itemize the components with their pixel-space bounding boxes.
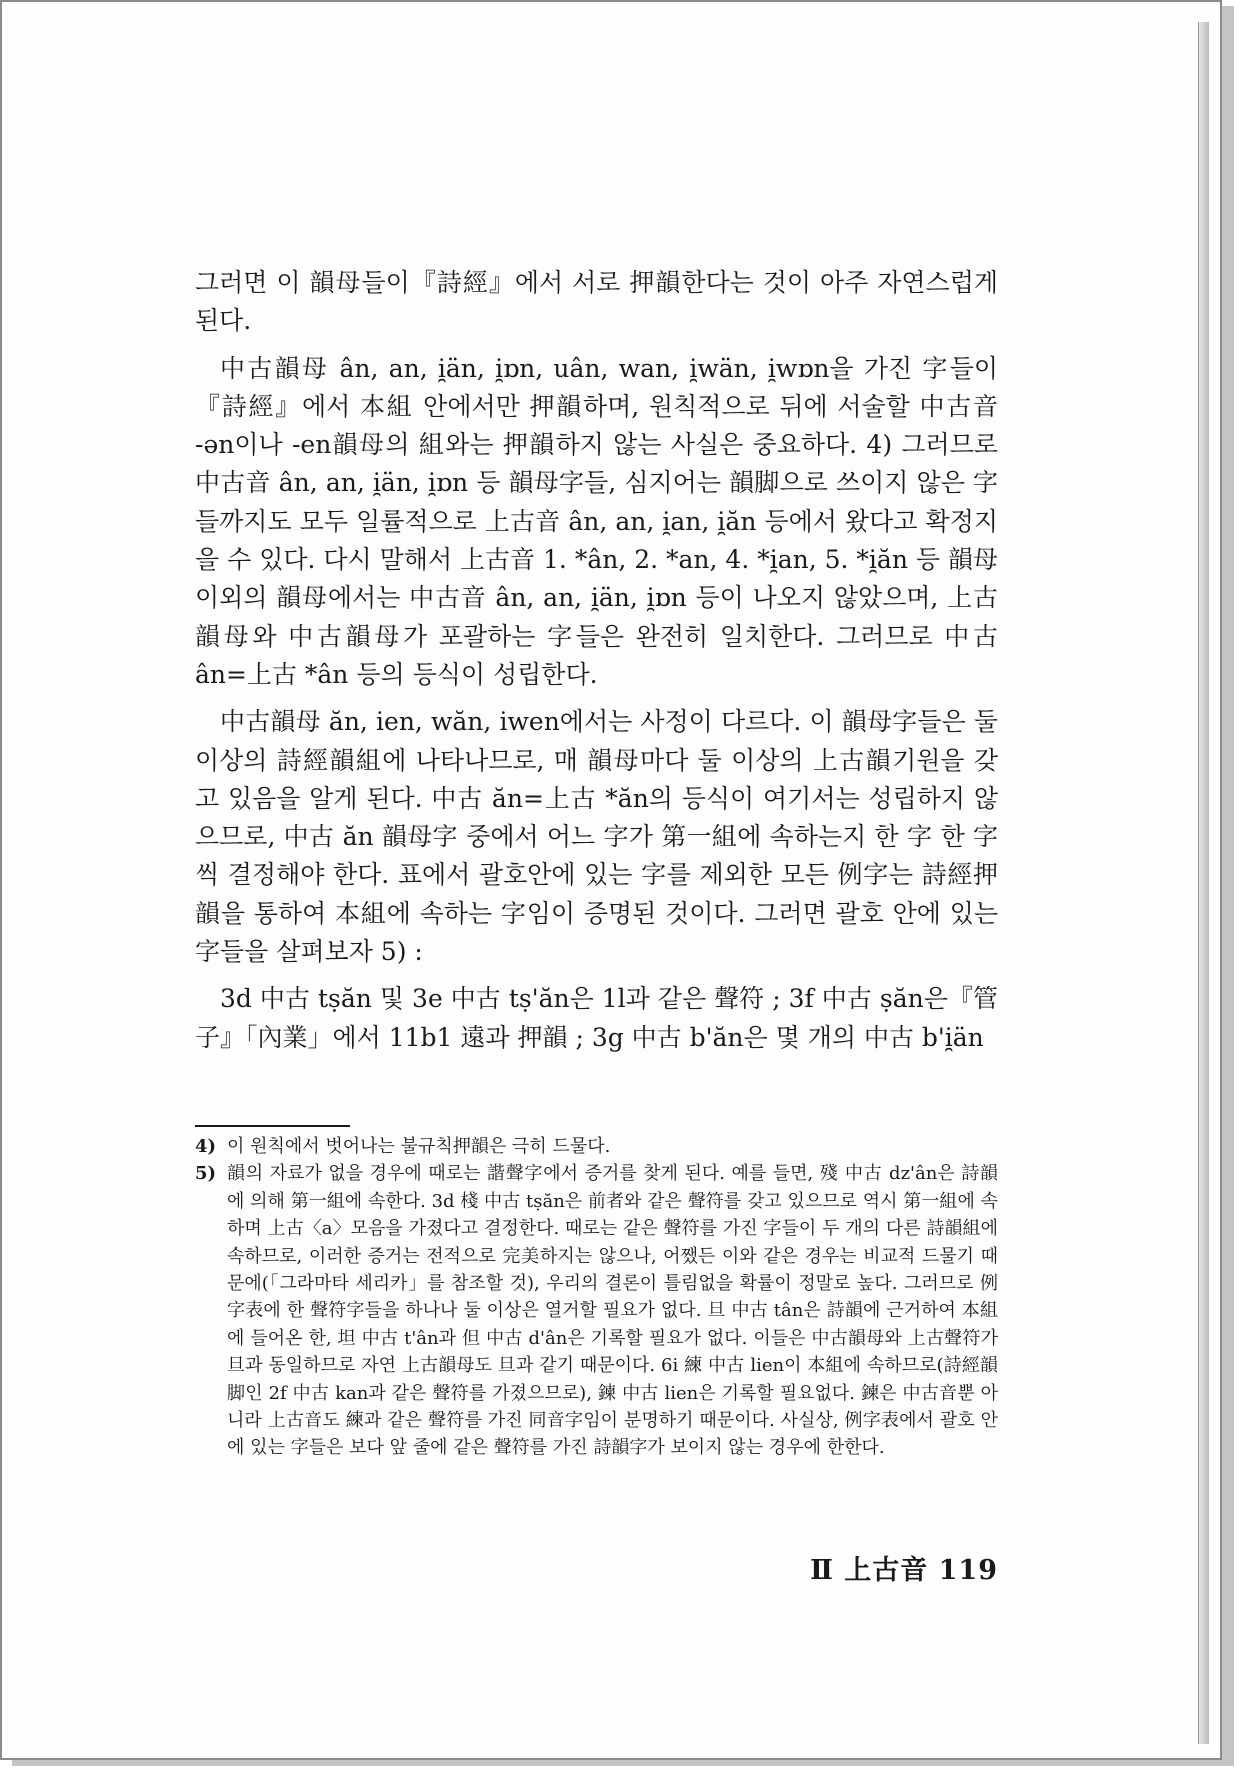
- footnote-text: 韻의 자료가 없을 경우에 때로는 諧聲字에서 증거를 찾게 된다. 예를 들면, 殘 中古 dz'ân은 詩韻에 의해 第一組에 속한다. 3d 棧 中古 tṣăn은 前者와 같은 聲符를 갖고 있으므로 역시 第一組에 속하며 上古〈a〉모음을 가졌다고 결정한다. 때로는 같은 聲符를 가진 字들이 두 개의 다른 詩韻組에 속하므로, 이러한 증거는 전적으로 完美하지는 않으나, 어쨌든 이와 같은 경우는 비교적 드물기 때문에(「그라마타 세리카」를 참조할 것), 우리의 결론이 틀림없을 확률이 정말로 높다. 그러므로 例字表에 한 聲符字들을 하나나 둘 이상은 열거할 필요가 없다. 旦 中古 tân은 詩韻에 근거하여 本組에 들어온 한, 坦 中古 t'ân과 但 中古 d'ân은 기록할 필요가 없다. 이들은 中古韻母와 上古聲符가 旦과 동일하므로 자연 上古韻母도 旦과 같기 때문이다. 6i 練 中古 lien이 本組에 속하므로(詩經韻脚인 2f 中古 kan과 같은 聲符를 가졌으므로), 鍊 中古 lien은 기록할 필요없다. 鍊은 中古音뿐 아니라 上古音도 練과 같은 聲符를 가진 同音字임이 분명하기 때문이다. 사실상, 例字表에서 괄호 안에 있는 字들은 보다 앞 줄에 같은 聲符를 가진 詩韻字가 보이지 않는 경우에 한한다.: [227, 1163, 998, 1459]
- footnote-rule: [195, 1125, 350, 1127]
- body-text: [195, 264, 998, 1066]
- footnote-number: 5): [195, 1163, 217, 1185]
- page-edge: [1198, 22, 1209, 1744]
- paragraph-3: 中古韻母 ăn, ien, wăn, iwen에서는 사정이 다르다. 이 韻母字들은 둘 이상의 詩經韻組에 나타나므로, 매 韻母마다 둘 이상의 上古韻기원을 갖고 있음을 알게 된다. 中古 ăn=上古 *ăn의 등식이 여기서는 성립하지 않으므로, 中古 ăn 韻母字 중에서 어느 字가 第一組에 속하는지 한 字 한 字씩 결정해야 한다. 표에서 괄호안에 있는 字를 제외한 모든 例字는 詩經押韻을 통하여 本組에 속하는 字임이 증명된 것이다. 그러면 괄호 안에 있는 字들을 살펴보자 5) :: [195, 707, 998, 967]
- paragraph-1: 그러면 이 韻母들이『詩經』에서 서로 押韻한다는 것이 아주 자연스럽게 된다.: [195, 268, 998, 336]
- footnote-5: [195, 1160, 998, 1461]
- footnotes: [195, 1133, 998, 1462]
- paragraph-2: 中古韻母 ân, an, i̯än, i̯ɒn, uân, wan, i̯wän, i̯wɒn을 가진 字들이『詩經』에서 本組 안에서만 押韻하며, 원칙적으로 뒤에 서술할 中古音 -ən이나 -en韻母의 組와는 押韻하지 않는 사실은 중요하다. 4) 그러므로 中古音 ân, an, i̯än, i̯ɒn 등 韻母字들, 심지어는 韻脚으로 쓰이지 않은 字들까지도 모두 일률적으로 上古音 ân, an, i̯an, i̯ăn 등에서 왔다고 확정지을 수 있다. 다시 말해서 上古音 1. *ân, 2. *an, 4. *i̯an, 5. *i̯ăn 등 韻母 이외의 韻母에서는 中古音 ân, an, i̯än, i̯ɒn 등이 나오지 않았으며, 上古韻母와 中古韻母가 포괄하는 字들은 완전히 일치한다. 그러므로 中古 ân=上古 *ân 등의 등식이 성립한다.: [195, 353, 998, 689]
- footnote-4: [195, 1133, 998, 1160]
- running-footer: Ⅱ 上古音 119: [810, 1555, 998, 1586]
- footnote-text: 이 원칙에서 벗어나는 불규칙押韻은 극히 드물다.: [227, 1136, 611, 1157]
- footnote-number: 4): [195, 1136, 217, 1157]
- paragraph-4: 3d 中古 tṣăn 및 3e 中古 tṣ'ăn은 1l과 같은 聲符 ; 3f 中古 ṣăn은『管子』「內業」에서 11b1 遠과 押韻 ; 3g 中古 b'ăn은 몇 개의 中古 b'i̯än: [195, 984, 998, 1052]
